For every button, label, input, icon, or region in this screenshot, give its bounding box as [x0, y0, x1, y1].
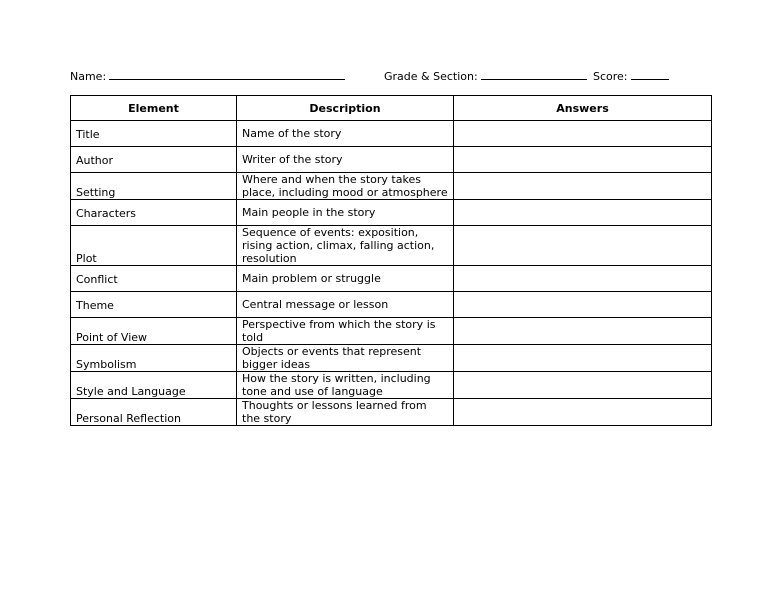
description-cell: Thoughts or lessons learned from the story [237, 399, 454, 426]
table-row [71, 266, 712, 292]
grade-section-label: Grade & Section: [384, 70, 478, 83]
description-cell: Perspective from which the story is told [237, 318, 454, 345]
description-cell: Central message or lesson [237, 292, 454, 318]
table-row [71, 399, 712, 426]
grade-section-blank[interactable] [481, 68, 587, 80]
answer-cell[interactable] [454, 147, 712, 173]
answer-cell[interactable] [454, 292, 712, 318]
description-cell: Main problem or struggle [237, 266, 454, 292]
grade-section-field[interactable] [384, 68, 587, 84]
element-cell: Title [71, 121, 237, 147]
score-blank[interactable] [631, 68, 669, 80]
description-cell: Main people in the story [237, 200, 454, 226]
element-cell: Point of View [71, 318, 237, 345]
description-cell: Where and when the story takes place, including mood or atmosphere [237, 173, 454, 200]
description-cell: Name of the story [237, 121, 454, 147]
column-header-element: Element [71, 96, 237, 121]
score-field[interactable] [593, 68, 669, 84]
name-field[interactable] [70, 68, 345, 84]
name-blank[interactable] [109, 68, 345, 80]
description-cell: How the story is written, including tone and use of language [237, 372, 454, 399]
element-cell: Style and Language [71, 372, 237, 399]
table-header-row [71, 96, 712, 121]
table-row [71, 345, 712, 372]
element-cell: Symbolism [71, 345, 237, 372]
column-header-description: Description [237, 96, 454, 121]
table-row [71, 200, 712, 226]
answer-cell[interactable] [454, 318, 712, 345]
table-row [71, 173, 712, 200]
name-label: Name: [70, 70, 107, 83]
table-row [71, 318, 712, 345]
story-elements-table [70, 95, 712, 426]
table-row [71, 147, 712, 173]
table-row [71, 292, 712, 318]
answer-cell[interactable] [454, 173, 712, 200]
description-cell: Sequence of events: exposition, rising action, climax, falling action, resolution [237, 226, 454, 266]
answer-cell[interactable] [454, 121, 712, 147]
element-cell: Plot [71, 226, 237, 266]
element-cell: Author [71, 147, 237, 173]
description-cell: Objects or events that represent bigger ideas [237, 345, 454, 372]
answer-cell[interactable] [454, 226, 712, 266]
answer-cell[interactable] [454, 372, 712, 399]
score-label: Score: [593, 70, 628, 83]
element-cell: Theme [71, 292, 237, 318]
answer-cell[interactable] [454, 399, 712, 426]
column-header-answers: Answers [454, 96, 712, 121]
table-row [71, 121, 712, 147]
answer-cell[interactable] [454, 200, 712, 226]
element-cell: Conflict [71, 266, 237, 292]
element-cell: Personal Reflection [71, 399, 237, 426]
table-row [71, 372, 712, 399]
table-row [71, 226, 712, 266]
element-cell: Setting [71, 173, 237, 200]
answer-cell[interactable] [454, 345, 712, 372]
element-cell: Characters [71, 200, 237, 226]
description-cell: Writer of the story [237, 147, 454, 173]
answer-cell[interactable] [454, 266, 712, 292]
